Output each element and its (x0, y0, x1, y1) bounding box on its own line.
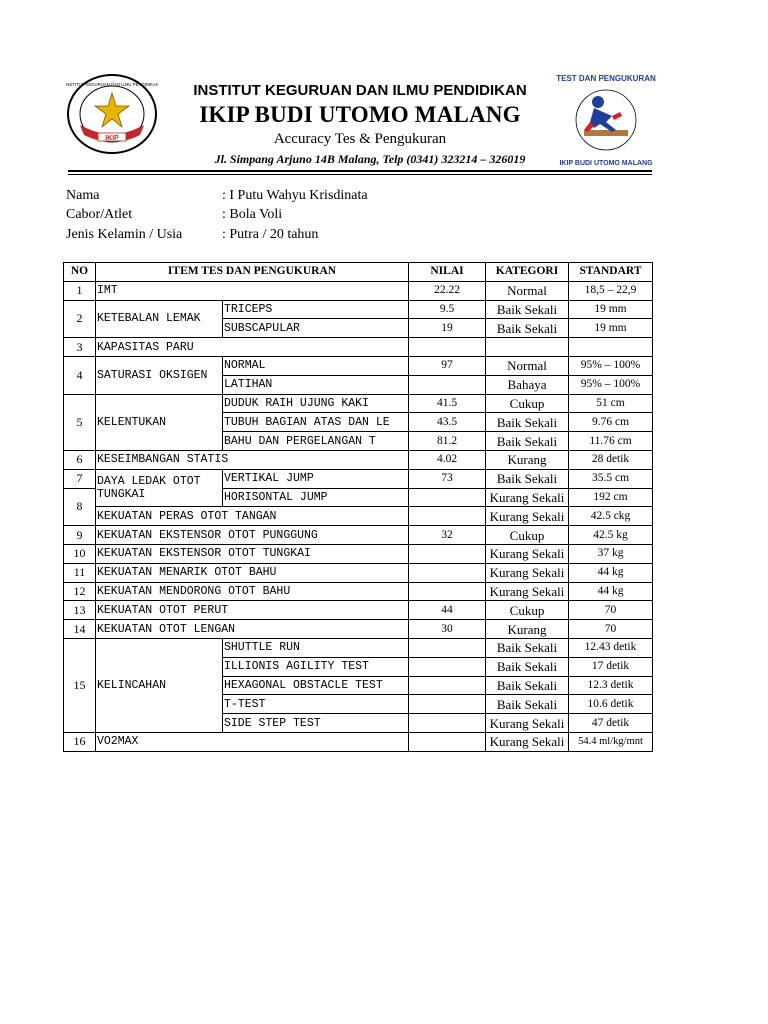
ikip-band-text: MALANG (102, 127, 122, 132)
row-nilai (409, 657, 486, 676)
university-name: IKIP BUDI UTOMO MALANG (199, 102, 521, 127)
table-row (64, 281, 653, 300)
row-standart: 9.76 cm (569, 413, 653, 432)
row-kategori: Kurang Sekali (486, 563, 569, 582)
info-value: : I Putu Wahyu Krisdinata (222, 188, 368, 203)
row-group: SATURASI OKSIGEN (96, 356, 223, 394)
row-group: KELENTUKAN (96, 394, 223, 450)
row-kategori: Baik Sekali (486, 676, 569, 695)
row-no: 3 (64, 338, 96, 357)
row-nilai: 81.2 (409, 432, 486, 451)
row-standart: 19 mm (569, 300, 653, 319)
row-kategori: Baik Sekali (486, 638, 569, 657)
row-standart: 11.76 cm (569, 432, 653, 451)
row-nilai: 41.5 (409, 394, 486, 413)
row-no: 16 (64, 732, 96, 751)
row-item: TRICEPS (223, 300, 409, 319)
row-item: KEKUATAN OTOT LENGAN (96, 620, 409, 639)
row-standart: 28 detik (569, 450, 653, 469)
row-item: HORISONTAL JUMP (223, 488, 409, 507)
header-standart: STANDART (569, 263, 653, 282)
row-standart: 17 detik (569, 657, 653, 676)
row-kategori: Baik Sekali (486, 432, 569, 451)
row-standart: 47 detik (569, 714, 653, 733)
row-standart: 51 cm (569, 394, 653, 413)
row-kategori: Cukup (486, 394, 569, 413)
row-no: 1 (64, 281, 96, 300)
row-kategori: Normal (486, 356, 569, 375)
row-kategori: Kurang (486, 620, 569, 639)
row-standart: 19 mm (569, 319, 653, 338)
header-nilai: NILAI (409, 263, 486, 282)
row-kategori: Baik Sekali (486, 300, 569, 319)
row-no: 6 (64, 450, 96, 469)
row-nilai (409, 488, 486, 507)
row-nilai: 19 (409, 319, 486, 338)
row-item: KEKUATAN PERAS OTOT TANGAN (96, 507, 409, 526)
row-item: ILLIONIS AGILITY TEST (223, 657, 409, 676)
row-nilai: 73 (409, 469, 486, 488)
info-label: Jenis Kelamin / Usia (66, 227, 183, 242)
row-nilai: 9.5 (409, 300, 486, 319)
row-nilai: 30 (409, 620, 486, 639)
row-nilai (409, 582, 486, 601)
row-nilai: 43.5 (409, 413, 486, 432)
table-row (64, 394, 653, 413)
row-no: 11 (64, 563, 96, 582)
ikip-ring-text: INSTITUT KEGURUAN DAN ILMU PENDIDIKAN (66, 82, 158, 87)
table-row (64, 356, 653, 375)
row-no: 4 (64, 356, 96, 394)
row-item: T-TEST (223, 695, 409, 714)
table-row (64, 338, 653, 357)
row-standart: 10.6 detik (569, 695, 653, 714)
institution-name: INSTITUT KEGURUAN DAN ILMU PENDIDIKAN (193, 82, 527, 99)
row-kategori: Baik Sekali (486, 319, 569, 338)
row-item: LATIHAN (223, 375, 409, 394)
row-standart: 95% – 100% (569, 375, 653, 394)
row-item: SIDE STEP TEST (223, 714, 409, 733)
table-row (64, 469, 653, 488)
row-no: 7 (64, 469, 96, 488)
document-subtitle: Accuracy Tes & Pengukuran (273, 131, 447, 147)
address: Jl. Simpang Arjuno 14B Malang, Telp (0341) 323214 – 326019 (214, 152, 526, 166)
row-item: BAHU DAN PERGELANGAN T (223, 432, 409, 451)
row-item: HEXAGONAL OBSTACLE TEST (223, 676, 409, 695)
row-item: VO2MAX (96, 732, 409, 751)
row-nilai (409, 714, 486, 733)
row-kategori: Normal (486, 281, 569, 300)
ikip-logo (66, 73, 158, 155)
row-kategori: Kurang Sekali (486, 488, 569, 507)
row-no: 9 (64, 526, 96, 545)
row-nilai (409, 544, 486, 563)
row-no: 8 (64, 488, 96, 526)
row-kategori: Baik Sekali (486, 469, 569, 488)
row-kategori: Baik Sekali (486, 657, 569, 676)
row-nilai (409, 563, 486, 582)
table-row (64, 638, 653, 657)
row-no: 10 (64, 544, 96, 563)
row-no: 14 (64, 620, 96, 639)
row-item: KEKUATAN EKSTENSOR OTOT TUNGKAI (96, 544, 409, 563)
table-header-row (64, 263, 653, 282)
row-item: IMT (96, 281, 409, 300)
row-group: KETEBALAN LEMAK (96, 300, 223, 338)
table-row (64, 526, 653, 545)
row-no: 2 (64, 300, 96, 338)
row-standart: 44 kg (569, 563, 653, 582)
row-item: SUBSCAPULAR (223, 319, 409, 338)
ikip-mark-text: IKIP (105, 135, 119, 142)
row-no: 5 (64, 394, 96, 450)
row-item: KESEIMBANGAN STATIS (96, 450, 409, 469)
row-standart: 42.5 ckg (569, 507, 653, 526)
row-no: 12 (64, 582, 96, 601)
info-label: Cabor/Atlet (66, 207, 133, 222)
row-item: TUBUH BAGIAN ATAS DAN LE (223, 413, 409, 432)
row-kategori: Kurang (486, 450, 569, 469)
table-row (64, 601, 653, 620)
info-label: Nama (66, 188, 100, 203)
row-nilai: 44 (409, 601, 486, 620)
info-value: : Putra / 20 tahun (222, 227, 319, 242)
header-kategori: KATEGORI (486, 263, 569, 282)
row-standart: 12.3 detik (569, 676, 653, 695)
row-item: NORMAL (223, 356, 409, 375)
row-standart: 18,5 – 22,9 (569, 281, 653, 300)
table-row (64, 450, 653, 469)
row-item: KEKUATAN MENARIK OTOT BAHU (96, 563, 409, 582)
row-item: DUDUK RAIH UJUNG KAKI (223, 394, 409, 413)
row-item: KAPASITAS PARU (96, 338, 409, 357)
table-row (64, 620, 653, 639)
table-row (64, 300, 653, 319)
row-nilai (409, 638, 486, 657)
row-kategori: Bahaya (486, 375, 569, 394)
row-item: VERTIKAL JUMP (223, 469, 409, 488)
table-row (64, 582, 653, 601)
row-kategori: Cukup (486, 526, 569, 545)
row-group: DAYA LEDAK OTOT TUNGKAI (96, 469, 223, 507)
row-item: KEKUATAN OTOT PERUT (96, 601, 409, 620)
row-kategori: Kurang Sekali (486, 582, 569, 601)
logo-top-text: TEST DAN PENGUKURAN (556, 74, 656, 83)
row-kategori: Cukup (486, 601, 569, 620)
table-row (64, 507, 653, 526)
table-row (64, 563, 653, 582)
row-kategori: Kurang Sekali (486, 732, 569, 751)
header-divider (68, 170, 652, 172)
row-nilai: 22.22 (409, 281, 486, 300)
row-kategori: Kurang Sekali (486, 544, 569, 563)
row-nilai (409, 507, 486, 526)
row-standart: 35.5 cm (569, 469, 653, 488)
logo-bottom-text: IKIP BUDI UTOMO MALANG (559, 160, 653, 167)
row-nilai (409, 695, 486, 714)
row-standart (569, 338, 653, 357)
row-item: KEKUATAN EKSTENSOR OTOT PUNGGUNG (96, 526, 409, 545)
row-standart: 44 kg (569, 582, 653, 601)
row-standart: 54.4 ml/kg/mnt (569, 732, 653, 751)
row-nilai (409, 676, 486, 695)
row-nilai (409, 338, 486, 357)
info-value: : Bola Voli (222, 207, 283, 222)
row-kategori: Kurang Sekali (486, 714, 569, 733)
row-no: 15 (64, 638, 96, 732)
row-kategori: Baik Sekali (486, 413, 569, 432)
row-kategori (486, 338, 569, 357)
row-no: 13 (64, 601, 96, 620)
table-row (64, 732, 653, 751)
row-item: SHUTTLE RUN (223, 638, 409, 657)
row-standart: 95% – 100% (569, 356, 653, 375)
row-nilai (409, 732, 486, 751)
row-kategori: Kurang Sekali (486, 507, 569, 526)
row-nilai (409, 375, 486, 394)
header-divider-thin (68, 174, 652, 175)
row-standart: 70 (569, 620, 653, 639)
row-item: KEKUATAN MENDORONG OTOT BAHU (96, 582, 409, 601)
row-standart: 12.43 detik (569, 638, 653, 657)
row-standart: 70 (569, 601, 653, 620)
row-nilai: 4.02 (409, 450, 486, 469)
results-table (63, 262, 653, 752)
row-kategori: Baik Sekali (486, 695, 569, 714)
row-standart: 37 kg (569, 544, 653, 563)
row-group: KELINCAHAN (96, 638, 223, 732)
row-nilai: 97 (409, 356, 486, 375)
table-row (64, 544, 653, 563)
row-standart: 42.5 kg (569, 526, 653, 545)
header-no: NO (64, 263, 96, 282)
row-standart: 192 cm (569, 488, 653, 507)
row-nilai: 32 (409, 526, 486, 545)
header-item: ITEM TES DAN PENGUKURAN (96, 263, 409, 282)
